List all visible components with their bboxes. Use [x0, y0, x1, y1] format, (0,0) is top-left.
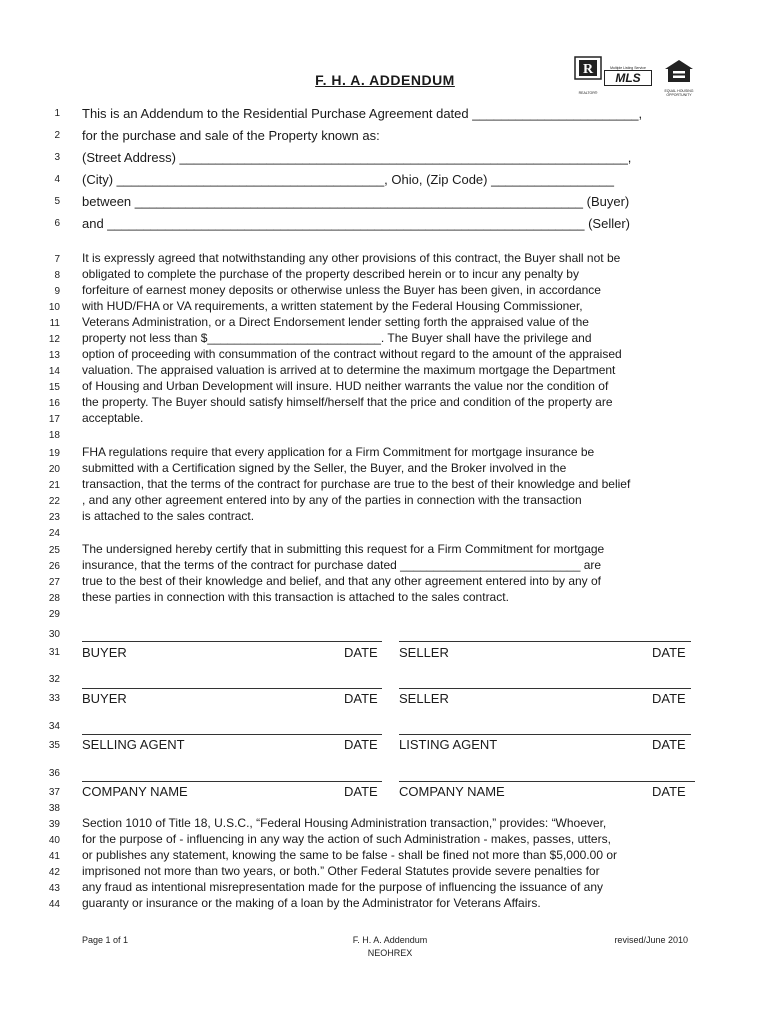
line-number: 4 — [54, 174, 60, 185]
para1-line: It is expressly agreed that notwithstanding any other provisions of this contract, the Buyer shall not be — [82, 251, 621, 265]
para1-line: of Housing and Urban Development will insure. HUD neither warrants the value nor the condition of — [82, 379, 609, 393]
line-number: 1 — [54, 108, 60, 119]
line-number: 23 — [48, 512, 60, 523]
mls-logo: Multiple Listing Service MLS — [604, 66, 652, 92]
line-number: 25 — [48, 545, 60, 556]
line-number: 18 — [48, 430, 60, 441]
line-number: 36 — [48, 768, 60, 779]
intro-line-1: This is an Addendum to the Residential Purchase Agreement dated _______________________, — [82, 106, 643, 121]
line-number: 16 — [48, 398, 60, 409]
date-label: DATE — [652, 645, 686, 660]
para4-line: or publishes any statement, knowing the same to be false - shall be fined not more than $5,000.00 or — [82, 848, 617, 862]
para4-line: any fraud as intentional misrepresentation made for the purpose of influencing the issuance of any — [82, 880, 603, 894]
para1-line: option of proceeding with consummation of the contract without regard to the amount of the appraised — [82, 347, 622, 361]
para1-line: the property. The Buyer should satisfy himself/herself that the price and condition of the property are — [82, 395, 613, 409]
date-label: DATE — [652, 784, 686, 799]
para1-line: property not less than $__________________________. The Buyer shall have the privilege and — [82, 331, 592, 345]
para4-line: Section 1010 of Title 18, U.S.C., “Federal Housing Administration transaction,” provides: “Whoever, — [82, 816, 607, 830]
line-number: 27 — [48, 577, 60, 588]
para3-line: these parties in connection with this transaction is attached to the sales contract. — [82, 590, 509, 604]
line-number: 41 — [48, 851, 60, 862]
line-number: 5 — [54, 196, 60, 207]
equal-housing-icon: EQUAL HOUSING OPPORTUNITY — [662, 58, 696, 92]
svg-text:R: R — [582, 62, 594, 77]
intro-line-4: (City) _____________________________________, Ohio, (Zip Code) _________________ — [82, 172, 615, 187]
line-number: 6 — [54, 218, 60, 229]
para2-line: FHA regulations require that every application for a Firm Commitment for mortgage insurance be — [82, 445, 595, 459]
line-number: 37 — [48, 787, 60, 798]
page-title: F. H. A. ADDENDUM — [315, 72, 455, 88]
line-number: 10 — [48, 302, 60, 313]
intro-line-5: between ______________________________________________________________ (Buyer) — [82, 194, 630, 209]
footer-org: NEOHREX — [367, 948, 413, 958]
para3-line: insurance, that the terms of the contract for purchase dated ___________________________ are — [82, 558, 602, 572]
line-number: 38 — [48, 803, 60, 814]
line-number: 8 — [54, 270, 60, 281]
realtor-logo: R REALTOR® — [574, 56, 602, 86]
listing-agent-signature-line[interactable] — [399, 734, 691, 735]
para1-line: forfeiture of earnest money deposits or otherwise unless the Buyer has been given, in accordance — [82, 283, 601, 297]
para2-line: , and any other agreement entered into by any of the parties in connection with the transaction — [82, 493, 582, 507]
line-number: 22 — [48, 496, 60, 507]
para1-line: Veterans Administration, or a Direct Endorsement lender setting forth the appraised value of the — [82, 315, 589, 329]
line-number: 30 — [48, 629, 60, 640]
buyer-signature-line[interactable] — [82, 688, 382, 689]
para1-line: with HUD/FHA or VA requirements, a written statement by the Federal Housing Commissioner, — [82, 299, 583, 313]
line-number: 15 — [48, 382, 60, 393]
line-number: 19 — [48, 448, 60, 459]
para1-line: obligated to complete the purchase of the property described herein or to incur any penalty by — [82, 267, 579, 281]
date-label: DATE — [344, 691, 378, 706]
date-label: DATE — [344, 737, 378, 752]
intro-line-3: (Street Address) ______________________________________________________________, — [82, 150, 632, 165]
line-number: 11 — [49, 318, 60, 329]
para4-line: guaranty or insurance or the making of a loan by the Administrator for Veterans Affairs. — [82, 896, 541, 910]
para2-line: transaction, that the terms of the contract for purchase are true to the best of their knowledge and belief — [82, 477, 631, 491]
line-number: 43 — [48, 883, 60, 894]
selling-agent-label: SELLING AGENT — [82, 737, 185, 752]
line-number: 13 — [48, 350, 60, 361]
company-signature-line[interactable] — [82, 781, 382, 782]
line-number: 40 — [48, 835, 60, 846]
revision-date: revised/June 2010 — [614, 935, 688, 945]
line-number: 44 — [48, 899, 60, 910]
listing-agent-label: LISTING AGENT — [399, 737, 498, 752]
para2-line: is attached to the sales contract. — [82, 509, 255, 523]
line-number: 12 — [48, 334, 60, 345]
line-number: 7 — [54, 254, 60, 265]
line-number: 17 — [48, 414, 60, 425]
date-label: DATE — [652, 737, 686, 752]
date-label: DATE — [344, 645, 378, 660]
para3-line: true to the best of their knowledge and belief, and that any other agreement entered into by any of — [82, 574, 602, 588]
line-number: 42 — [48, 867, 60, 878]
para1-line: acceptable. — [82, 411, 144, 425]
seller-label: SELLER — [399, 645, 449, 660]
intro-line-2: for the purchase and sale of the Property known as: — [82, 128, 380, 143]
line-number: 9 — [54, 286, 60, 297]
buyer-label: BUYER — [82, 691, 127, 706]
line-number: 14 — [48, 366, 60, 377]
para3-line: The undersigned hereby certify that in submitting this request for a Firm Commitment for mortgage — [82, 542, 605, 556]
line-number: 31 — [48, 647, 60, 658]
line-number: 26 — [48, 561, 60, 572]
para4-line: for the purpose of - influencing in any way the action of such Administration - makes, passes, utters, — [82, 832, 611, 846]
footer-doc-name: F. H. A. Addendum — [352, 935, 428, 945]
line-number: 20 — [48, 464, 60, 475]
line-number: 33 — [48, 693, 60, 704]
para4-line: imprisoned not more than two years, or both.” Other Federal Statutes provide severe penalties for — [82, 864, 600, 878]
date-label: DATE — [652, 691, 686, 706]
company-name-label: COMPANY NAME — [399, 784, 505, 799]
line-number: 39 — [48, 819, 60, 830]
company-name-label: COMPANY NAME — [82, 784, 188, 799]
line-number: 21 — [48, 480, 60, 491]
company-signature-line[interactable] — [399, 781, 695, 782]
para1-line: valuation. The appraised valuation is arrived at to determine the maximum mortgage the Department — [82, 363, 616, 377]
page-number: Page 1 of 1 — [82, 935, 129, 945]
seller-signature-line[interactable] — [399, 688, 691, 689]
seller-signature-line[interactable] — [399, 641, 691, 642]
line-number: 24 — [48, 528, 60, 539]
intro-line-6: and __________________________________________________________________ (Seller) — [82, 216, 630, 231]
line-number: 32 — [48, 674, 60, 685]
line-number: 29 — [48, 609, 60, 620]
date-label: DATE — [344, 784, 378, 799]
buyer-signature-line[interactable] — [82, 641, 382, 642]
line-number: 2 — [54, 130, 60, 141]
buyer-label: BUYER — [82, 645, 127, 660]
seller-label: SELLER — [399, 691, 449, 706]
line-number: 28 — [48, 593, 60, 604]
line-number: 34 — [48, 721, 60, 732]
para2-line: submitted with a Certification signed by the Seller, the Buyer, and the Broker involved in the — [82, 461, 567, 475]
line-number: 3 — [54, 152, 60, 163]
selling-agent-signature-line[interactable] — [82, 734, 382, 735]
line-number: 35 — [48, 740, 60, 751]
